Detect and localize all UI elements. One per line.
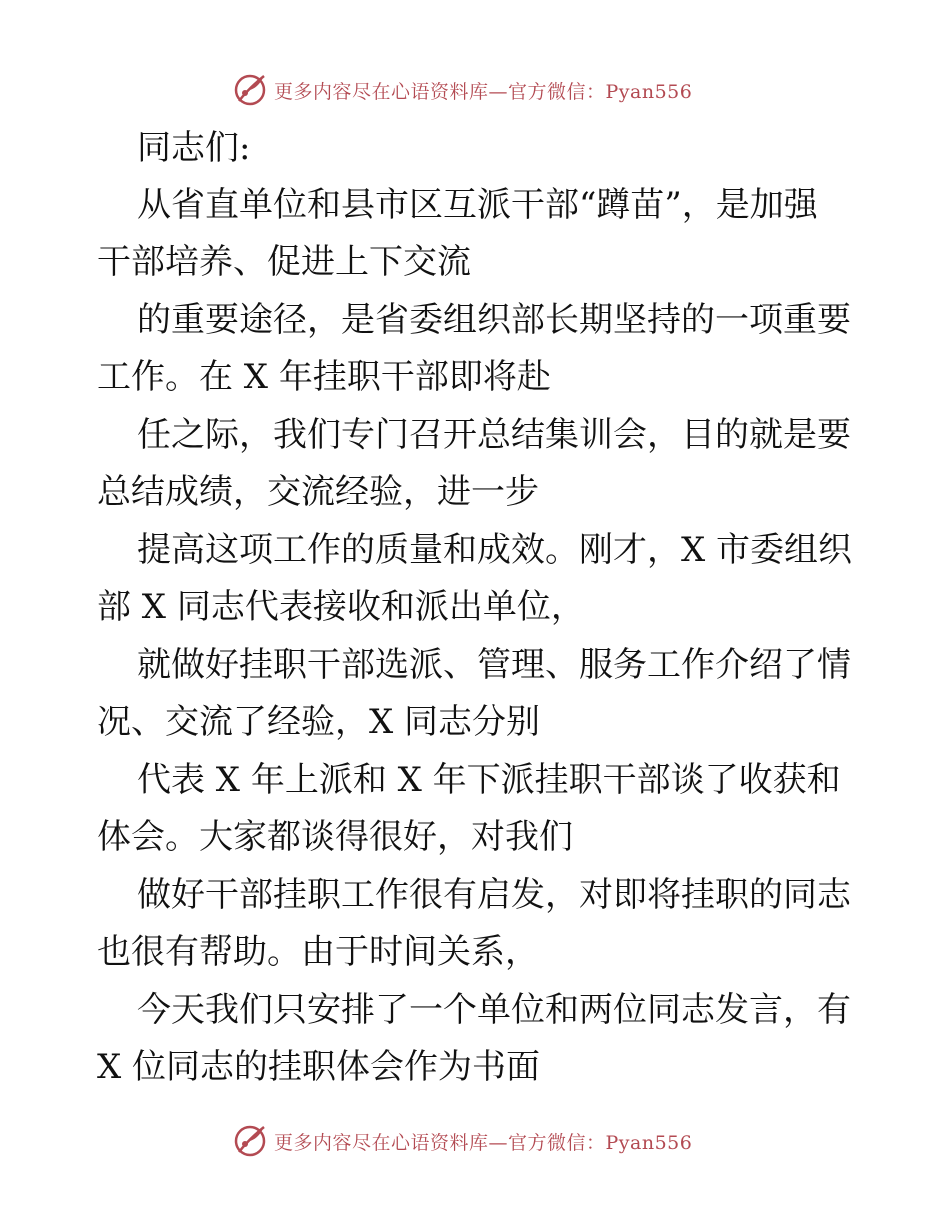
paragraph-line: 今天我们只安排了一个单位和两位同志发言，有: [137, 990, 851, 1030]
paragraph-line: 任之际，我们专门召开总结集训会，目的就是要: [137, 415, 851, 455]
watermark-text: 更多内容尽在心语资料库—官方微信：Pyan556: [274, 1131, 693, 1154]
paragraph-line: X 位同志的挂职体会作为书面: [97, 1047, 541, 1087]
paragraph-line: 做好干部挂职工作很有启发，对即将挂职的同志: [137, 875, 851, 915]
feather-quill-logo: [232, 72, 268, 108]
footer-watermark: [232, 1121, 692, 1161]
paragraph-line: 干部培养、促进上下交流: [97, 242, 471, 282]
paragraph-line: 体会。大家都谈得很好，对我们: [97, 817, 573, 857]
header-watermark: [232, 70, 692, 110]
paragraph-line: 总结成绩，交流经验，进一步: [97, 472, 539, 512]
paragraph-line: 就做好挂职干部选派、管理、服务工作介绍了情: [137, 645, 851, 685]
paragraph-line: 的重要途径，是省委组织部长期坚持的一项重要: [137, 300, 851, 340]
paragraph-line: 代表 X 年上派和 X 年下派挂职干部谈了收获和: [137, 760, 841, 800]
feather-quill-logo: [232, 1123, 268, 1159]
paragraph-line: 也很有帮助。由于时间关系，: [97, 932, 539, 972]
paragraph-line: 提高这项工作的质量和成效。刚才，X 市委组织: [137, 530, 853, 570]
paragraph-line: 从省直单位和县市区互派干部“蹲苗”，是加强: [137, 185, 818, 225]
paragraph-line: 同志们:: [137, 128, 251, 168]
paragraph-line: 况、交流了经验，X 同志分别: [97, 702, 541, 742]
paragraph-line: 部 X 同志代表接收和派出单位，: [97, 587, 585, 627]
paragraph-line: 工作。在 X 年挂职干部即将赴: [97, 357, 551, 397]
watermark-text: 更多内容尽在心语资料库—官方微信：Pyan556: [274, 80, 693, 103]
